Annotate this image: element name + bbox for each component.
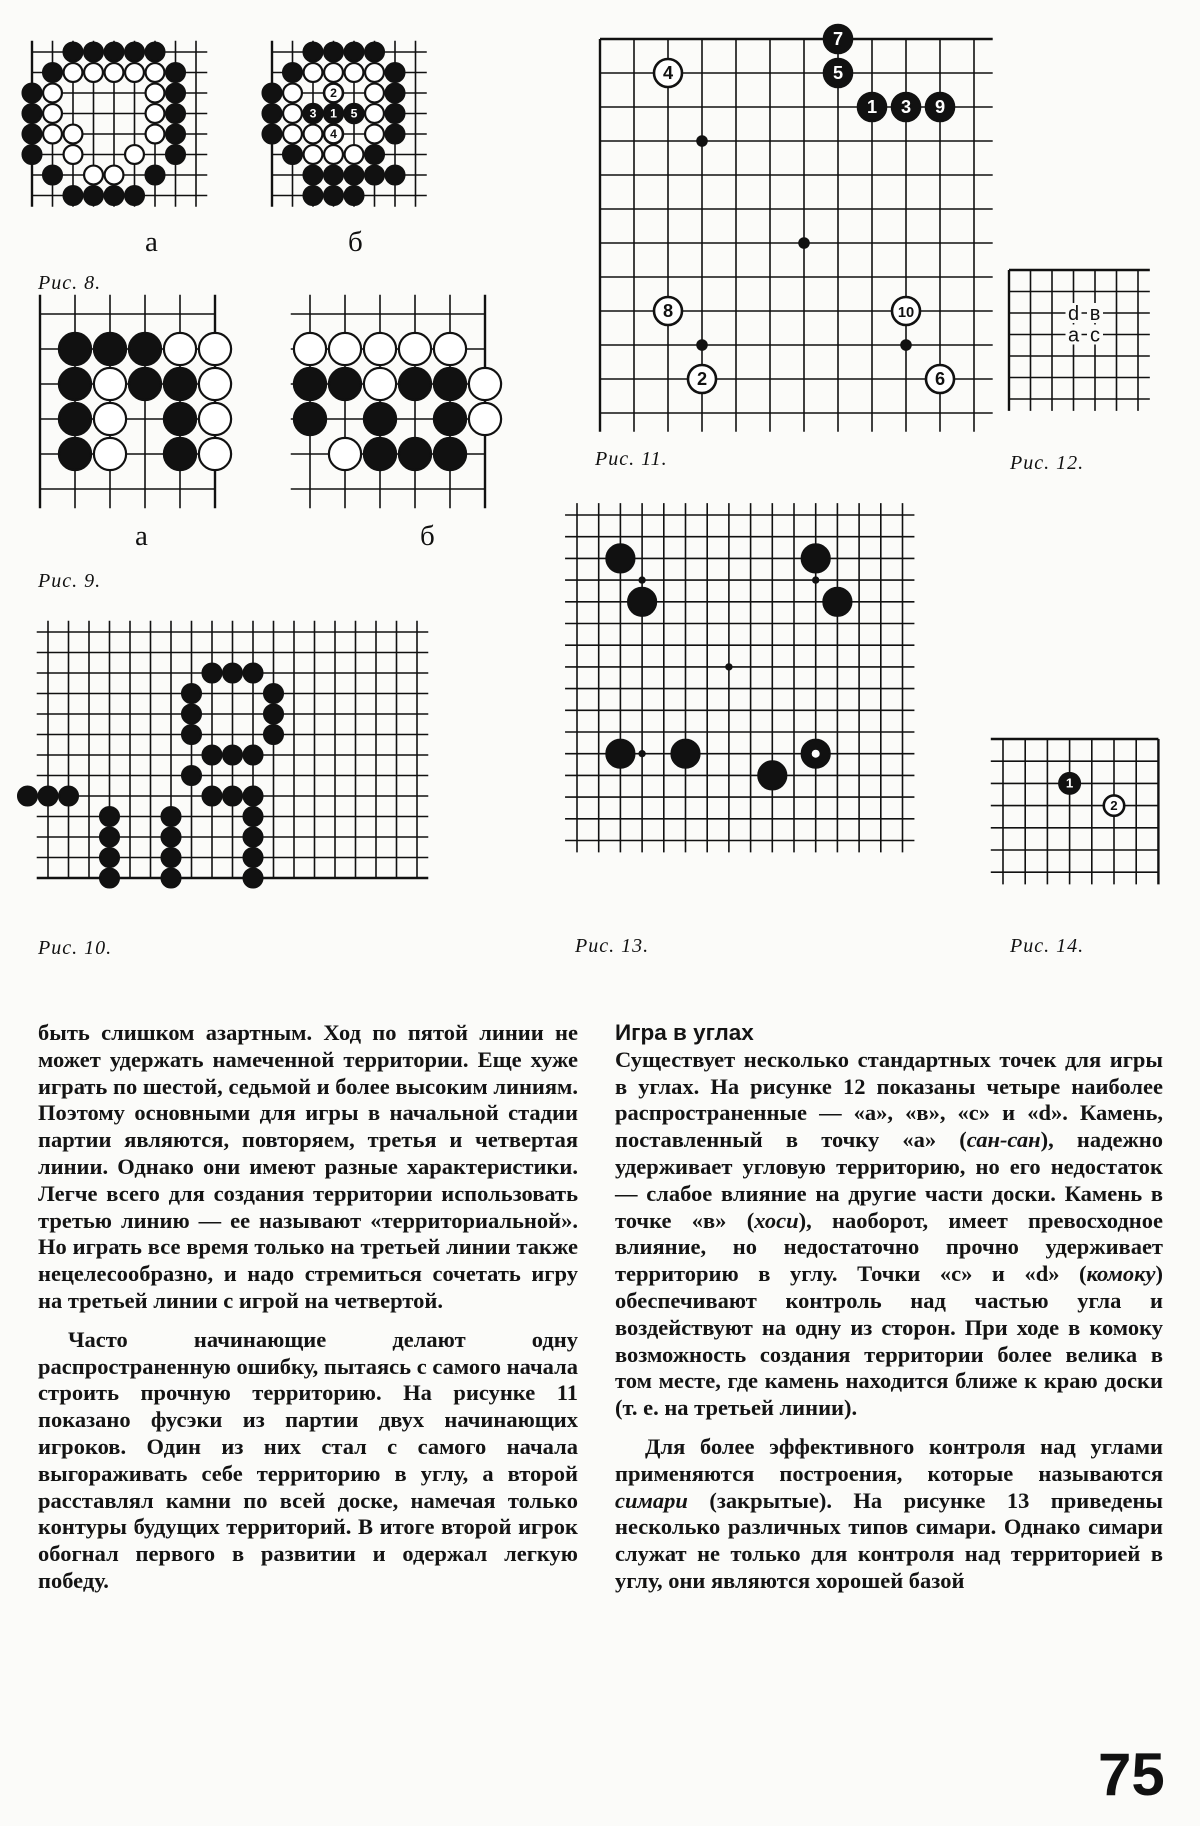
move-5-stone: 5 bbox=[832, 62, 844, 83]
white-stone bbox=[146, 84, 165, 103]
black-stone bbox=[100, 869, 119, 888]
black-stone bbox=[162, 807, 181, 826]
black-stone bbox=[162, 828, 181, 847]
white-stone bbox=[199, 368, 231, 400]
black-stone bbox=[264, 684, 283, 703]
move-8-stone: 8 bbox=[662, 300, 674, 321]
black-stone bbox=[162, 848, 181, 867]
white-stone bbox=[84, 166, 103, 185]
fig10-board bbox=[30, 630, 480, 910]
right-paragraph-2: Для более эффективного контроля над углами применяются построения, которые называются симари (закрытые). На рисунке 13 приведены несколько различных типов симари. Однако симари служат не только для контроля над территорией в углу, они являются хорошей базой bbox=[615, 1433, 1163, 1593]
move-1-stone: 1 bbox=[330, 106, 337, 121]
black-stone bbox=[263, 84, 282, 103]
white-stone bbox=[105, 166, 124, 185]
star-point bbox=[812, 576, 819, 583]
black-stone bbox=[39, 787, 58, 806]
white-stone bbox=[105, 63, 124, 82]
fig8-caption: Рис. 8. bbox=[38, 272, 102, 294]
black-stone bbox=[244, 787, 263, 806]
black-stone bbox=[125, 43, 144, 62]
star-point bbox=[696, 339, 708, 351]
black-stone bbox=[304, 186, 323, 205]
black-stone bbox=[294, 403, 326, 435]
black-stone bbox=[434, 438, 466, 470]
point-v-label: в bbox=[1089, 303, 1101, 325]
black-stone bbox=[263, 104, 282, 123]
black-stone bbox=[283, 145, 302, 164]
black-stone bbox=[64, 186, 83, 205]
black-stone bbox=[23, 145, 42, 164]
white-stone bbox=[283, 84, 302, 103]
white-stone bbox=[304, 125, 323, 144]
white-stone bbox=[365, 84, 384, 103]
star-point bbox=[900, 339, 912, 351]
white-stone bbox=[304, 63, 323, 82]
white-stone bbox=[469, 403, 501, 435]
black-stone bbox=[365, 43, 384, 62]
fig11-board bbox=[598, 28, 988, 427]
white-stone bbox=[64, 125, 83, 144]
white-stone bbox=[345, 145, 364, 164]
white-stone bbox=[365, 63, 384, 82]
move-3-stone: 3 bbox=[309, 106, 317, 121]
black-stone bbox=[244, 664, 263, 683]
fig9b-board bbox=[308, 312, 523, 512]
black-stone bbox=[166, 84, 185, 103]
black-stone bbox=[129, 368, 161, 400]
fig12-board bbox=[1007, 268, 1167, 428]
move-2-stone: 2 bbox=[1110, 797, 1118, 813]
white-stone bbox=[329, 333, 361, 365]
black-stone bbox=[64, 43, 83, 62]
black-stone bbox=[84, 186, 103, 205]
black-stone bbox=[386, 166, 405, 185]
fig14-board bbox=[1001, 737, 1166, 897]
black-stone bbox=[146, 43, 165, 62]
move-2-stone: 2 bbox=[330, 85, 337, 100]
white-stone bbox=[283, 125, 302, 144]
point-c-label: c bbox=[1090, 324, 1100, 347]
black-stone bbox=[244, 746, 263, 765]
black-stone bbox=[146, 166, 165, 185]
black-stone bbox=[304, 43, 323, 62]
black-stone bbox=[365, 166, 384, 185]
move-10-stone: 10 bbox=[897, 304, 915, 321]
fig13-board bbox=[575, 513, 965, 903]
black-stone bbox=[59, 787, 78, 806]
white-stone bbox=[64, 63, 83, 82]
white-stone bbox=[84, 63, 103, 82]
black-stone bbox=[823, 588, 851, 616]
black-stone bbox=[162, 869, 181, 888]
move-7-stone: 7 bbox=[832, 28, 844, 49]
black-stone bbox=[628, 588, 656, 616]
white-stone bbox=[364, 333, 396, 365]
black-stone bbox=[100, 807, 119, 826]
black-stone bbox=[264, 725, 283, 744]
black-stone bbox=[365, 145, 384, 164]
right-paragraph-1: Существует несколько стандартных точек для игры в углах. На рисунке 12 показаны четыре наиболее распространенные — «а», «в», «с» и «d». Камень, поставленный в точку «а» (сан-сан), надежно удерживает угловую территорию, но его недостаток — слабое влияние на другие части доски. Камень в точке «в» (хоси), наоборот, имеет превосходное влияние, но недостаточно прочно удерживает территорию в углу. Точки «с» и «d» (комоку) обеспечивают контроль над частью угла и воздействуют на одну из сторон. При ходе в комоку возможность создания территории более велика в том месте, где камень находится ближе к краю доски (т. е. на третьей линии). bbox=[615, 1046, 1164, 1421]
black-stone bbox=[324, 186, 343, 205]
star-point bbox=[638, 576, 645, 583]
black-stone bbox=[434, 368, 466, 400]
fig12-caption: Рис. 12. bbox=[1010, 452, 1085, 474]
move-1-stone: 1 bbox=[866, 96, 878, 117]
black-stone bbox=[283, 63, 302, 82]
left-paragraph-2: Часто начинающие делают одну распространенную ошибку, пытаясь с самого начала строить прочную территорию. На рисунке 11 показано фусэки из партии двух начинающих игроков. Один из них стал с самого начала выгораживать себе территорию в углу, а второй расставлял камни по всей доске, намечая только контуры будущих территорий. В итоге второй игрок обогнал первого в развитии и одержал легкую победу. bbox=[38, 1326, 578, 1593]
black-stone bbox=[223, 787, 242, 806]
white-stone bbox=[329, 438, 361, 470]
white-stone bbox=[94, 368, 126, 400]
black-stone bbox=[23, 84, 42, 103]
white-stone bbox=[125, 145, 144, 164]
fig10-caption: Рис. 10. bbox=[38, 937, 113, 959]
black-stone bbox=[345, 43, 364, 62]
black-stone bbox=[434, 403, 466, 435]
white-stone bbox=[199, 333, 231, 365]
move-4-stone: 4 bbox=[330, 126, 337, 141]
white-stone bbox=[365, 104, 384, 123]
black-stone bbox=[244, 807, 263, 826]
black-stone bbox=[324, 166, 343, 185]
move-9-stone: 9 bbox=[934, 96, 946, 117]
black-stone bbox=[399, 438, 431, 470]
black-stone bbox=[125, 186, 144, 205]
white-stone bbox=[324, 145, 343, 164]
black-stone bbox=[203, 787, 222, 806]
star-point bbox=[798, 237, 810, 249]
white-stone bbox=[43, 84, 62, 103]
white-stone bbox=[324, 63, 343, 82]
white-stone bbox=[364, 368, 396, 400]
star-point bbox=[725, 663, 732, 670]
black-stone bbox=[166, 125, 185, 144]
black-stone bbox=[244, 869, 263, 888]
white-stone bbox=[434, 333, 466, 365]
black-stone bbox=[182, 705, 201, 724]
white-stone bbox=[365, 125, 384, 144]
white-stone bbox=[345, 63, 364, 82]
stone-marker bbox=[812, 750, 820, 758]
black-stone bbox=[203, 664, 222, 683]
black-stone bbox=[606, 740, 634, 768]
black-stone bbox=[105, 43, 124, 62]
fig8b-board bbox=[270, 50, 465, 220]
white-stone bbox=[283, 104, 302, 123]
point-d-label: d bbox=[1067, 303, 1080, 325]
black-stone bbox=[182, 766, 201, 785]
move-4-stone: 4 bbox=[662, 62, 674, 83]
black-stone bbox=[23, 104, 42, 123]
white-stone bbox=[43, 104, 62, 123]
black-stone bbox=[364, 438, 396, 470]
white-stone bbox=[94, 438, 126, 470]
black-stone bbox=[166, 63, 185, 82]
black-stone bbox=[386, 125, 405, 144]
right-column bbox=[615, 1020, 1163, 1595]
move-1-stone: 1 bbox=[1065, 775, 1074, 791]
point-a-label: a bbox=[1067, 324, 1080, 347]
black-stone bbox=[105, 186, 124, 205]
black-stone bbox=[758, 761, 786, 789]
white-stone bbox=[146, 63, 165, 82]
black-stone bbox=[166, 145, 185, 164]
black-stone bbox=[672, 740, 700, 768]
black-stone bbox=[182, 725, 201, 744]
fig11-caption: Рис. 11. bbox=[595, 448, 668, 470]
black-stone bbox=[59, 438, 91, 470]
fig9-caption: Рис. 9. bbox=[38, 570, 102, 592]
black-stone bbox=[386, 84, 405, 103]
black-stone bbox=[324, 43, 343, 62]
black-stone bbox=[94, 333, 126, 365]
white-stone bbox=[199, 438, 231, 470]
fig9b-label: б bbox=[420, 520, 435, 552]
left-paragraph-1: быть слишком азартным. Ход по пятой линии не может удержать намеченной территории. Еще хуже играть по шестой, седьмой и более высоким линиям. Поэтому основными для игры в начальной стадии партии являются, повторяем, третья и четвертая линии. Однако они имеют разные характеристики. Легче всего для создания территории использовать третью линию — ее называют «территориальной». Но играть все время только на третьей линии также нецелесообразно, и надо стремиться сочетать игру на третьей линии с игрой на четвертой. bbox=[38, 1020, 578, 1313]
fig13-caption: Рис. 13. bbox=[575, 935, 650, 957]
fig9a-board bbox=[38, 312, 258, 512]
black-stone bbox=[244, 828, 263, 847]
black-stone bbox=[223, 746, 242, 765]
white-stone bbox=[43, 125, 62, 144]
black-stone bbox=[264, 705, 283, 724]
black-stone bbox=[23, 125, 42, 144]
page-number: 75 bbox=[1098, 1741, 1165, 1808]
section-heading: Игра в углах bbox=[615, 1020, 754, 1045]
fig8b-label: б bbox=[348, 226, 363, 258]
black-stone bbox=[18, 787, 37, 806]
white-stone bbox=[146, 125, 165, 144]
black-stone bbox=[100, 828, 119, 847]
white-stone bbox=[164, 333, 196, 365]
black-stone bbox=[386, 104, 405, 123]
black-stone bbox=[223, 664, 242, 683]
fig9a-label: а bbox=[135, 520, 148, 552]
black-stone bbox=[164, 438, 196, 470]
fig8a-label: а bbox=[145, 226, 158, 258]
black-stone bbox=[244, 848, 263, 867]
star-point bbox=[696, 135, 708, 147]
black-stone bbox=[364, 403, 396, 435]
black-stone bbox=[802, 544, 830, 572]
black-stone bbox=[100, 848, 119, 867]
black-stone bbox=[59, 368, 91, 400]
black-stone bbox=[386, 63, 405, 82]
black-stone bbox=[345, 186, 364, 205]
black-stone bbox=[294, 368, 326, 400]
black-stone bbox=[59, 333, 91, 365]
move-6-stone: 6 bbox=[934, 368, 946, 389]
move-5-stone: 5 bbox=[350, 106, 358, 121]
black-stone bbox=[203, 746, 222, 765]
star-point bbox=[638, 750, 645, 757]
black-stone bbox=[345, 166, 364, 185]
fig8a-board bbox=[30, 50, 225, 220]
white-stone bbox=[64, 145, 83, 164]
black-stone bbox=[84, 43, 103, 62]
white-stone bbox=[469, 368, 501, 400]
black-stone bbox=[43, 166, 62, 185]
white-stone bbox=[94, 403, 126, 435]
white-stone bbox=[146, 104, 165, 123]
white-stone bbox=[199, 403, 231, 435]
left-column bbox=[38, 1020, 578, 1595]
black-stone bbox=[304, 166, 323, 185]
fig14-caption: Рис. 14. bbox=[1010, 935, 1085, 957]
black-stone bbox=[329, 368, 361, 400]
white-stone bbox=[125, 63, 144, 82]
black-stone bbox=[399, 368, 431, 400]
black-stone bbox=[43, 63, 62, 82]
black-stone bbox=[263, 125, 282, 144]
black-stone bbox=[164, 368, 196, 400]
black-stone bbox=[164, 403, 196, 435]
white-stone bbox=[294, 333, 326, 365]
white-stone bbox=[304, 145, 323, 164]
black-stone bbox=[606, 544, 634, 572]
black-stone bbox=[59, 403, 91, 435]
move-2-stone: 2 bbox=[696, 368, 708, 389]
black-stone bbox=[129, 333, 161, 365]
black-stone bbox=[166, 104, 185, 123]
white-stone bbox=[399, 333, 431, 365]
black-stone bbox=[182, 684, 201, 703]
move-3-stone: 3 bbox=[900, 96, 912, 117]
